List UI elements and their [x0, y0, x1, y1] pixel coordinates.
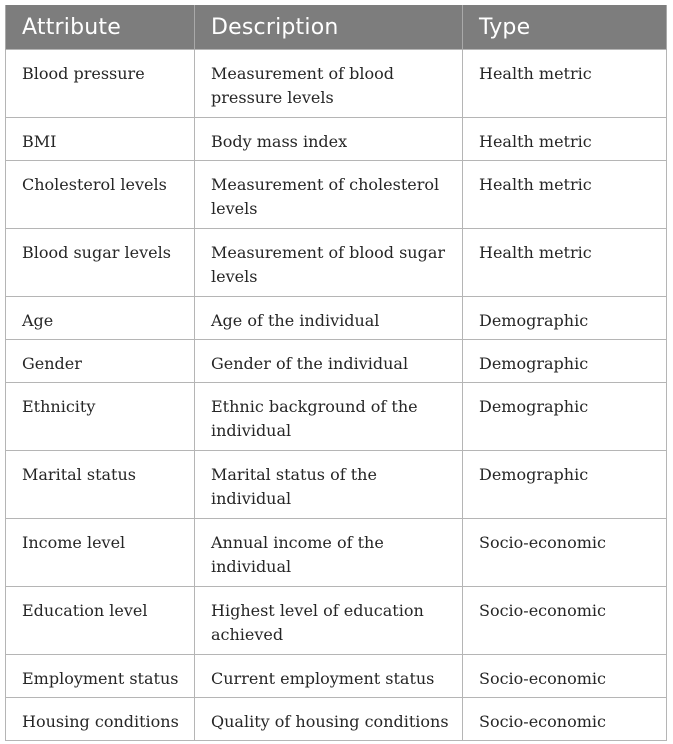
cell-attribute: Age [6, 297, 195, 340]
header-attribute: Attribute [6, 5, 195, 50]
header-row [6, 5, 667, 50]
cell-description: Measurement of blood sugar levels [195, 229, 463, 297]
cell-attribute: BMI [6, 118, 195, 161]
table-row [6, 340, 667, 383]
cell-attribute: Blood pressure [6, 50, 195, 118]
table-row [6, 451, 667, 519]
table-row [6, 698, 667, 741]
attributes-table [5, 5, 667, 741]
cell-type: Demographic [463, 297, 667, 340]
header-description: Description [195, 5, 463, 50]
cell-type: Demographic [463, 340, 667, 383]
cell-type: Health metric [463, 161, 667, 229]
cell-description: Body mass index [195, 118, 463, 161]
cell-description: Age of the individual [195, 297, 463, 340]
cell-description: Measurement of blood pressure levels [195, 50, 463, 118]
cell-attribute: Cholesterol levels [6, 161, 195, 229]
cell-description: Ethnic background of the individual [195, 383, 463, 451]
cell-attribute: Housing conditions [6, 698, 195, 741]
cell-attribute: Employment status [6, 655, 195, 698]
cell-type: Health metric [463, 229, 667, 297]
cell-attribute: Gender [6, 340, 195, 383]
table-row [6, 297, 667, 340]
cell-description: Quality of housing conditions [195, 698, 463, 741]
table-row [6, 229, 667, 297]
cell-attribute: Marital status [6, 451, 195, 519]
table-row [6, 655, 667, 698]
cell-type: Health metric [463, 118, 667, 161]
table-row [6, 118, 667, 161]
cell-description: Annual income of the individual [195, 519, 463, 587]
cell-description: Marital status of the individual [195, 451, 463, 519]
cell-description: Current employment status [195, 655, 463, 698]
cell-attribute: Blood sugar levels [6, 229, 195, 297]
cell-attribute: Income level [6, 519, 195, 587]
cell-type: Demographic [463, 451, 667, 519]
cell-type: Socio-economic [463, 655, 667, 698]
cell-description: Gender of the individual [195, 340, 463, 383]
cell-description: Measurement of cholesterol levels [195, 161, 463, 229]
cell-type: Health metric [463, 50, 667, 118]
table-row [6, 383, 667, 451]
table-header [6, 5, 667, 50]
header-type: Type [463, 5, 667, 50]
cell-type: Socio-economic [463, 698, 667, 741]
cell-attribute: Education level [6, 587, 195, 655]
cell-description: Highest level of education achieved [195, 587, 463, 655]
cell-type: Demographic [463, 383, 667, 451]
table-row [6, 50, 667, 118]
table-row [6, 587, 667, 655]
cell-type: Socio-economic [463, 587, 667, 655]
table-body [6, 50, 667, 741]
cell-attribute: Ethnicity [6, 383, 195, 451]
cell-type: Socio-economic [463, 519, 667, 587]
table-row [6, 519, 667, 587]
table-row [6, 161, 667, 229]
attributes-table-container [5, 5, 666, 739]
